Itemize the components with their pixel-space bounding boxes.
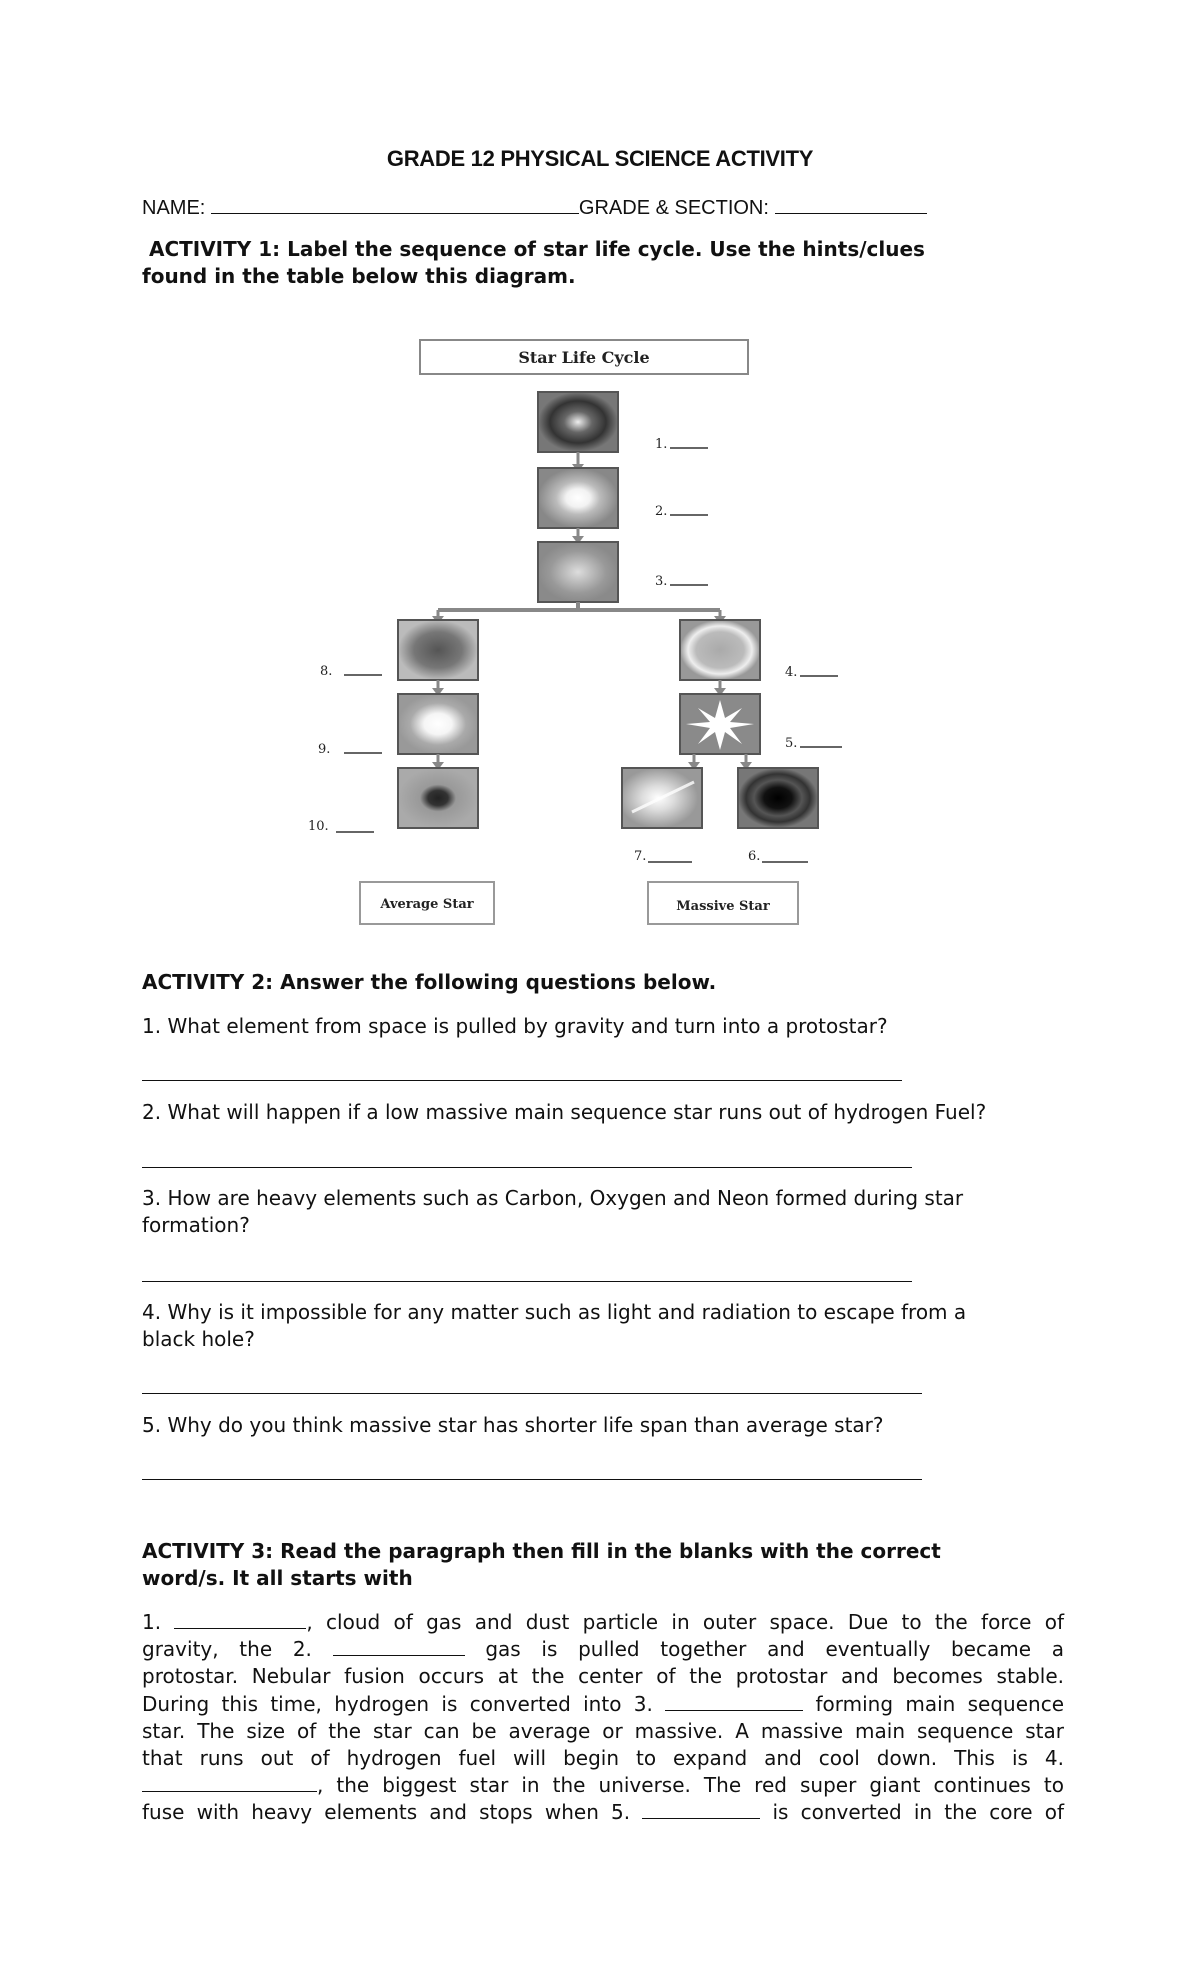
blank-1[interactable] xyxy=(174,1610,306,1629)
answer-line-2[interactable] xyxy=(142,1167,912,1168)
question-3-line1: 3. How are heavy elements such as Carbon, Oxygen and Neon formed during star xyxy=(142,1186,964,1210)
answer-line-4[interactable] xyxy=(142,1393,922,1394)
label-3: 3. xyxy=(655,574,668,589)
page-title: GRADE 12 PHYSICAL SCIENCE ACTIVITY xyxy=(386,146,814,171)
paragraph-text: protostar. Nebular fusion occurs at the center of the protostar and becomes stable. xyxy=(142,1664,1064,1689)
red-giant-image xyxy=(398,620,478,680)
paragraph-text: that runs out of hydrogen fuel will begin to expand and cool down. This is 4. xyxy=(142,1746,1064,1771)
activity3-heading-line2: word/s. It all starts with xyxy=(142,1566,413,1590)
paragraph-line xyxy=(142,1772,1064,1799)
activity3-paragraph xyxy=(142,1609,1064,1827)
activity1-heading xyxy=(142,236,1067,290)
question-2-line1: 2. What will happen if a low massive main sequence star runs out of hydrogen Fuel? xyxy=(142,1100,987,1124)
label-10: 10. xyxy=(308,819,329,834)
paragraph-text: , the biggest star in the universe. The red super giant continues to xyxy=(317,1773,1064,1798)
question-4-line2: black hole? xyxy=(142,1327,255,1351)
black-hole-image xyxy=(738,768,818,828)
question-1-line1: 1. What element from space is pulled by gravity and turn into a protostar? xyxy=(142,1014,888,1038)
supernova-core-icon xyxy=(712,716,728,732)
grade-section-blank[interactable] xyxy=(775,193,927,214)
label-6: 6. xyxy=(748,849,761,864)
paragraph-line xyxy=(142,1691,1064,1718)
white-dwarf-image xyxy=(398,694,478,754)
red-supergiant-image xyxy=(680,620,760,680)
activity3-heading-line1: ACTIVITY 3: Read the paragraph then fill in the blanks with the correct xyxy=(142,1539,941,1563)
paragraph-text: is converted in the core of xyxy=(760,1800,1064,1825)
question-4 xyxy=(142,1299,1062,1353)
activity1-heading-line1: ACTIVITY 1: Label the sequence of star life cycle. Use the hints/clues xyxy=(142,237,925,261)
paragraph-line xyxy=(142,1745,1064,1772)
answer-line-3[interactable] xyxy=(142,1281,912,1282)
label-1: 1. xyxy=(655,437,668,452)
paragraph-line xyxy=(142,1663,1064,1690)
question-5-line1: 5. Why do you think massive star has shorter life span than average star? xyxy=(142,1413,884,1437)
paragraph-line xyxy=(142,1718,1064,1745)
paragraph-line xyxy=(142,1799,1064,1826)
massive-star-label: Massive Star xyxy=(676,899,770,914)
protostar-image xyxy=(538,468,618,528)
activity1-heading-line2: found in the table below this diagram. xyxy=(142,264,576,288)
question-5 xyxy=(142,1412,1062,1439)
question-1 xyxy=(142,1013,1062,1040)
paragraph-text: 1. xyxy=(142,1610,175,1634)
blank-2[interactable] xyxy=(333,1637,465,1656)
question-3-line2: formation? xyxy=(142,1213,250,1237)
main-sequence-image xyxy=(538,542,618,602)
paragraph-text: gravity, the 2. xyxy=(142,1637,333,1662)
label-9: 9. xyxy=(318,742,331,757)
blank-5[interactable] xyxy=(642,1800,760,1819)
blank-3[interactable] xyxy=(665,1692,803,1711)
question-4-line1: 4. Why is it impossible for any matter such as light and radiation to escape from a xyxy=(142,1300,967,1324)
label-7: 7. xyxy=(634,849,647,864)
paragraph-text: gas is pulled together and eventually became a xyxy=(464,1637,1064,1662)
label-2: 2. xyxy=(655,504,668,519)
blank-4[interactable] xyxy=(142,1773,317,1792)
paragraph-line xyxy=(142,1636,1064,1663)
name-grade-row xyxy=(142,193,927,220)
paragraph-text: fuse with heavy elements and stops when 5. xyxy=(142,1800,643,1825)
activity3-heading xyxy=(142,1538,1067,1592)
paragraph-line xyxy=(142,1609,1064,1636)
nebula-image xyxy=(538,392,618,452)
grade-section-label: GRADE & SECTION: xyxy=(578,197,769,219)
activity2-heading: ACTIVITY 2: Answer the following questions below. xyxy=(142,970,717,994)
paragraph-text: , cloud of gas and dust particle in outer space. Due to the force of xyxy=(306,1610,1064,1634)
diagram-title: Star Life Cycle xyxy=(518,348,650,367)
answer-line-1[interactable] xyxy=(142,1080,902,1081)
label-4: 4. xyxy=(785,665,798,680)
paragraph-text: During this time, hydrogen is converted into 3. xyxy=(142,1691,666,1716)
paragraph-text: star. The size of the star can be average or massive. A massive main sequence star xyxy=(142,1718,1064,1743)
average-star-label: Average Star xyxy=(380,897,474,912)
black-dwarf-image xyxy=(398,768,478,828)
question-2 xyxy=(142,1099,1062,1126)
paragraph-text: forming main sequence xyxy=(803,1691,1064,1716)
answer-line-5[interactable] xyxy=(142,1479,922,1480)
name-blank[interactable] xyxy=(211,193,579,214)
label-8: 8. xyxy=(320,664,333,679)
label-5: 5. xyxy=(785,736,798,751)
star-life-cycle-diagram xyxy=(270,320,870,940)
name-label: NAME: xyxy=(142,197,206,219)
question-3 xyxy=(142,1185,1062,1239)
